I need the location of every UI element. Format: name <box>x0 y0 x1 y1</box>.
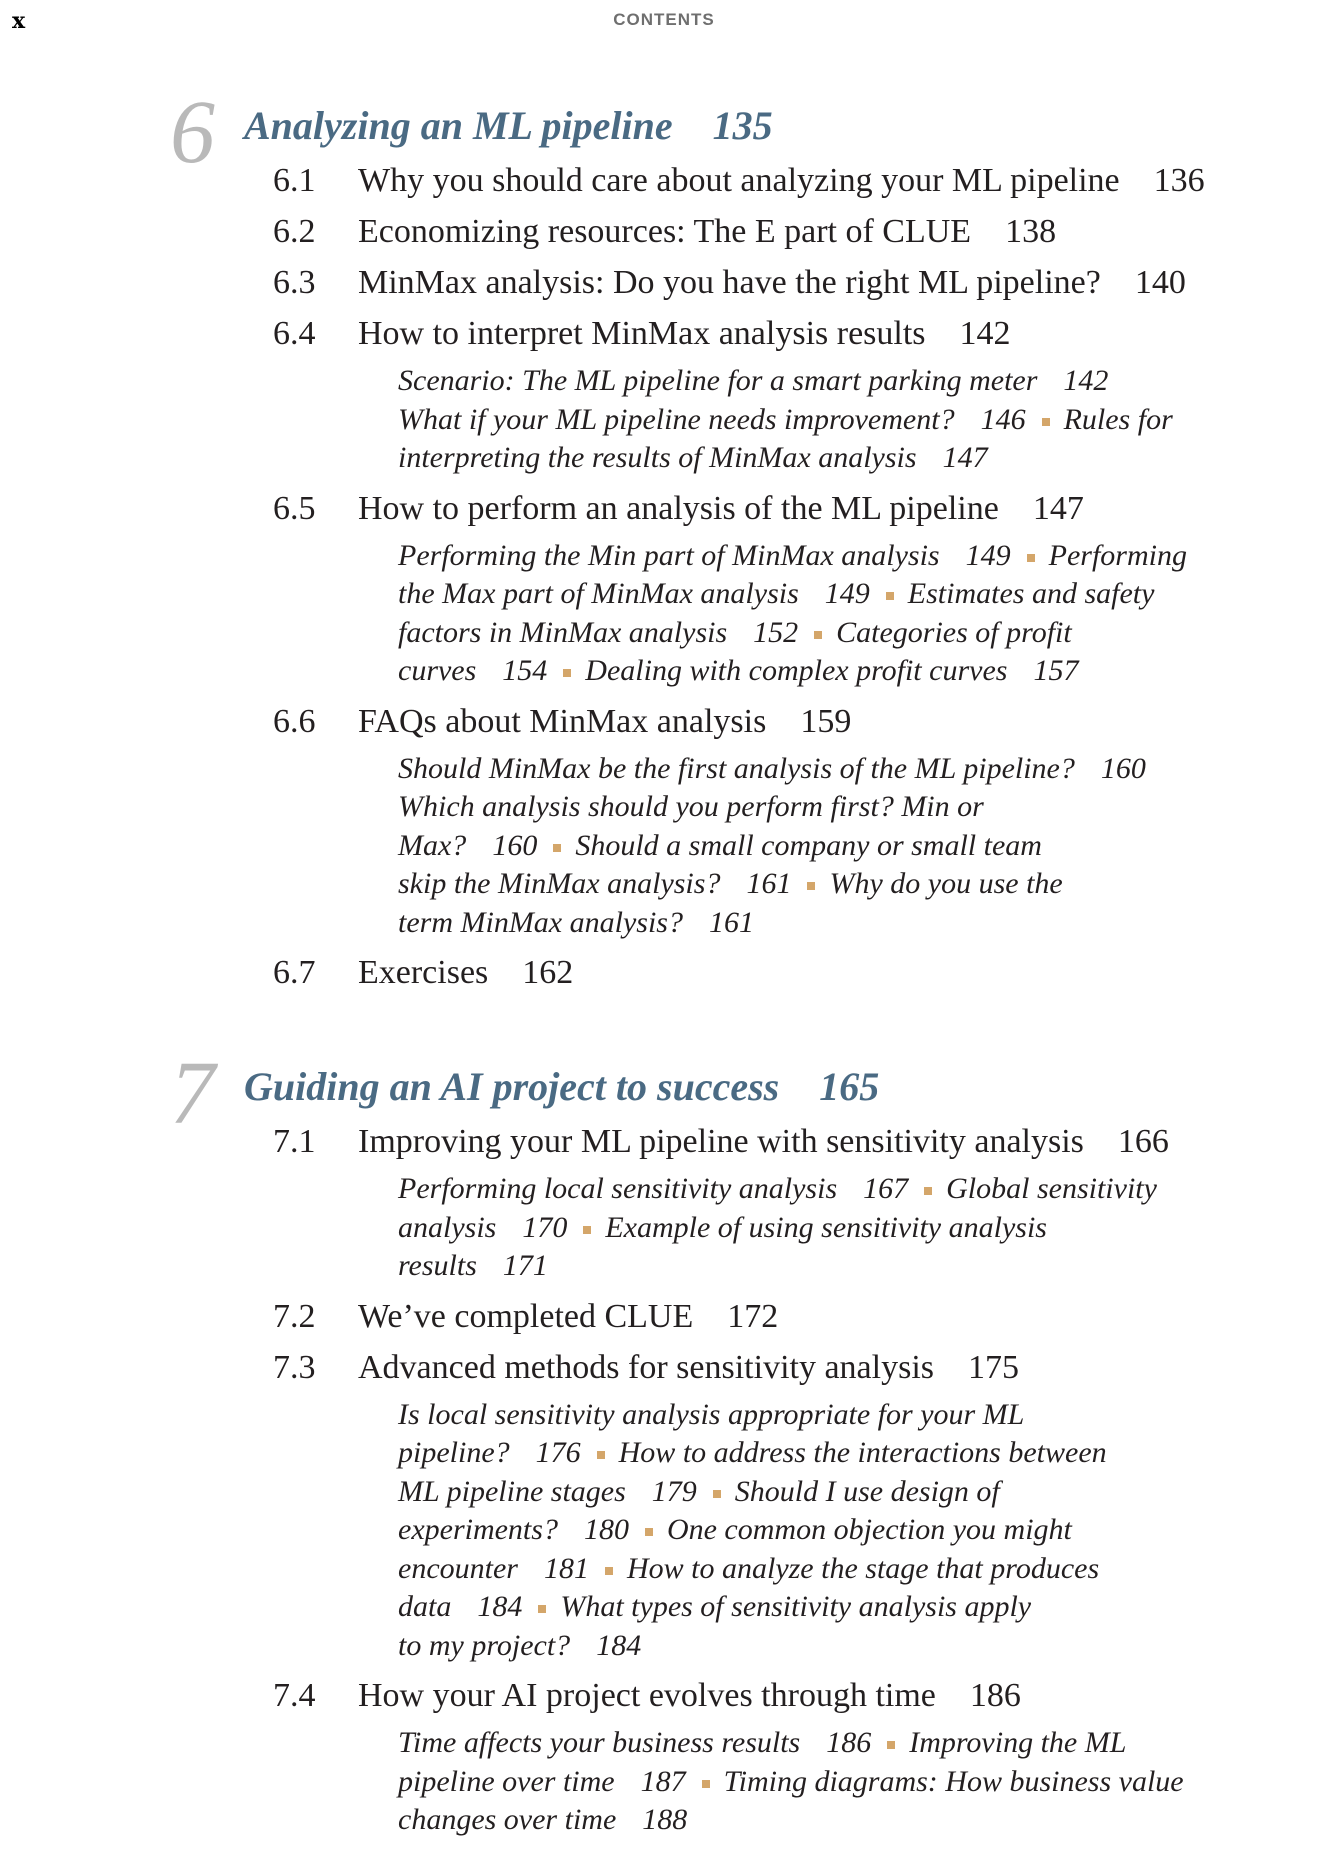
subsection-page-number: 181 <box>543 1551 589 1585</box>
subsection-title[interactable]: Global sensitivity <box>946 1172 1157 1205</box>
section-title-text: FAQs about MinMax analysis <box>358 702 767 740</box>
chapter-title <box>244 102 773 149</box>
subsection-title[interactable]: Performing local sensitivity analysis <box>398 1172 838 1205</box>
subsection-title[interactable]: One common objection you might <box>666 1513 1072 1546</box>
subsection-title[interactable]: Categories of profit <box>836 615 1072 649</box>
subsection-page-number: 147 <box>942 441 988 474</box>
subsection-page-number: 142 <box>1063 364 1109 397</box>
square-bullet-icon <box>563 669 571 677</box>
section-number: 6.7 <box>273 954 316 991</box>
square-bullet-icon <box>887 1741 895 1749</box>
section-title-text: Economizing resources: The E part of CLUE <box>358 213 972 250</box>
section-number: 7.3 <box>273 1348 316 1386</box>
subsection-line <box>398 614 1258 653</box>
subsection-line <box>398 1434 1258 1473</box>
subsection-page-number: 180 <box>583 1513 629 1546</box>
subsection-page-number: 187 <box>640 1764 686 1798</box>
section-entry[interactable] <box>0 1119 1328 1170</box>
subsection-title[interactable]: experiments? <box>398 1513 558 1546</box>
section-title-text: Advanced methods for sensitivity analysis <box>358 1348 935 1386</box>
square-bullet-icon <box>702 1780 710 1788</box>
subsection-title[interactable]: Performing <box>1048 538 1187 572</box>
subsection-title[interactable]: pipeline? <box>398 1436 510 1469</box>
chapter-block <box>0 1044 1328 1848</box>
section-title-text: How to interpret MinMax analysis results <box>358 315 926 352</box>
subsection-title[interactable]: skip the MinMax analysis? <box>398 867 721 900</box>
subsection-title[interactable]: Rules for <box>1063 402 1173 436</box>
subsection-title[interactable]: Why do you use the <box>829 867 1063 900</box>
subsection-line <box>398 1396 1258 1435</box>
subsection-title[interactable]: data <box>398 1590 452 1623</box>
subsection-page-number: 186 <box>826 1726 872 1759</box>
section-entry[interactable] <box>0 950 1328 1001</box>
subsection-page-number: 146 <box>980 402 1026 436</box>
subsection-title[interactable]: Should a small company or small team <box>575 828 1042 862</box>
section-number: 6.5 <box>273 489 316 527</box>
square-bullet-icon <box>583 1226 591 1234</box>
subsection-title[interactable]: Time affects your business results <box>398 1726 801 1759</box>
section-title <box>358 1349 1019 1387</box>
subsection-page-number: 160 <box>1100 751 1146 785</box>
subsection-title[interactable]: How to analyze the stage that produces <box>626 1551 1100 1585</box>
subsection-page-number: 188 <box>642 1803 688 1836</box>
subsection-title[interactable]: Improving the ML <box>909 1726 1127 1759</box>
subsection-title[interactable]: Should MinMax be the first analysis of the ML pipeline? <box>398 751 1075 785</box>
subsection-title[interactable]: Performing the Min part of MinMax analysis <box>398 538 940 572</box>
square-bullet-icon <box>807 882 815 890</box>
section-title <box>358 954 573 992</box>
subsection-title[interactable]: What if your ML pipeline needs improvement? <box>398 402 955 436</box>
subsection-title[interactable]: encounter <box>398 1551 518 1585</box>
square-bullet-icon <box>605 1567 613 1575</box>
subsection-page-number: 167 <box>863 1172 909 1205</box>
subsection-title[interactable]: Is local sensitivity analysis appropriate for your ML <box>398 1397 1025 1431</box>
subsection-line <box>398 1209 1258 1248</box>
section-title <box>358 490 1084 528</box>
section-number: 6.4 <box>273 315 316 352</box>
square-bullet-icon <box>553 844 561 852</box>
subsection-line <box>398 865 1258 904</box>
section-title <box>358 264 1186 302</box>
chapter-number: 7 <box>170 1044 215 1143</box>
section-page-number: 172 <box>727 1297 779 1335</box>
section-entry[interactable] <box>0 486 1328 537</box>
subsection-page-number: 149 <box>824 577 870 610</box>
section-page-number: 186 <box>969 1677 1021 1714</box>
subsection-title[interactable]: to my project? <box>398 1628 571 1662</box>
subsection-title[interactable]: the Max part of MinMax analysis <box>398 577 799 610</box>
section-entry[interactable] <box>0 260 1328 311</box>
section-entry[interactable] <box>0 1345 1328 1396</box>
square-bullet-icon <box>597 1451 605 1459</box>
square-bullet-icon <box>886 592 894 600</box>
subsection-line <box>398 1627 1258 1666</box>
subsection-list <box>398 1724 1258 1848</box>
square-bullet-icon <box>1042 418 1050 426</box>
section-page-number: 175 <box>968 1348 1020 1386</box>
subsection-title[interactable]: Scenario: The ML pipeline for a smart parking meter <box>398 364 1038 397</box>
section-number: 6.6 <box>273 702 316 740</box>
subsection-line <box>398 439 1258 478</box>
subsection-title[interactable]: results <box>398 1249 477 1282</box>
section-page-number: 162 <box>522 954 574 991</box>
square-bullet-icon <box>538 1605 546 1613</box>
subsection-title[interactable]: interpreting the results of MinMax analysis <box>398 441 917 474</box>
subsection-list <box>398 750 1258 951</box>
subsection-title[interactable]: Should I use design of <box>734 1474 1000 1508</box>
subsection-line <box>398 1170 1258 1209</box>
subsection-page-number: 154 <box>502 654 548 687</box>
section-entry[interactable] <box>0 158 1328 209</box>
subsection-title[interactable]: changes over time <box>398 1803 617 1836</box>
subsection-line <box>398 401 1258 440</box>
subsection-page-number: 161 <box>746 867 792 900</box>
section-number: 6.2 <box>273 213 316 250</box>
subsection-page-number: 176 <box>535 1436 581 1469</box>
section-entry[interactable] <box>0 209 1328 260</box>
subsection-title[interactable]: What types of sensitivity analysis apply <box>560 1590 1032 1623</box>
subsection-page-number: 157 <box>1033 654 1079 687</box>
section-page-number: 147 <box>1032 489 1084 527</box>
subsection-line <box>398 537 1258 576</box>
subsection-line <box>398 750 1258 789</box>
subsection-line <box>398 1550 1258 1589</box>
section-page-number: 142 <box>959 315 1011 352</box>
section-number: 7.1 <box>273 1123 316 1160</box>
subsection-line <box>398 1588 1258 1627</box>
subsection-page-number: 149 <box>965 538 1011 572</box>
section-page-number: 166 <box>1117 1123 1169 1160</box>
section-entry[interactable] <box>0 1294 1328 1345</box>
section-entry[interactable] <box>0 699 1328 750</box>
subsection-title[interactable]: Timing diagrams: How business value <box>723 1764 1184 1798</box>
subsection-title[interactable]: Max? <box>398 828 467 862</box>
subsection-line <box>398 904 1258 943</box>
section-title <box>358 162 1205 200</box>
section-title-text: Exercises <box>358 954 489 991</box>
subsection-title[interactable]: Dealing with complex profit curves <box>585 654 1008 687</box>
square-bullet-icon <box>713 1490 721 1498</box>
subsection-line <box>398 652 1258 691</box>
chapter-number: 6 <box>170 83 215 182</box>
section-number: 6.1 <box>273 162 316 199</box>
subsection-title[interactable]: analysis <box>398 1210 497 1244</box>
section-number: 7.2 <box>273 1297 316 1335</box>
subsection-title[interactable]: Which analysis should you perform first? Min or <box>398 790 984 823</box>
section-title-text: MinMax analysis: Do you have the right ML pipeline? <box>358 264 1101 301</box>
subsection-line <box>398 788 1258 827</box>
chapter-page-number: 165 <box>819 1064 880 1109</box>
subsection-title[interactable]: How to address the interactions between <box>618 1436 1107 1469</box>
section-title-text: How to perform an analysis of the ML pipeline <box>358 489 999 527</box>
subsection-line <box>398 1801 1258 1840</box>
square-bullet-icon <box>924 1187 932 1195</box>
section-number: 6.3 <box>273 264 316 301</box>
subsection-page-number: 160 <box>492 828 538 862</box>
subsection-line <box>398 575 1258 614</box>
subsection-list <box>398 1396 1258 1674</box>
subsection-page-number: 179 <box>651 1474 697 1508</box>
chapter-title-text: Guiding an AI project to success <box>244 1064 780 1109</box>
square-bullet-icon <box>814 631 822 639</box>
chapter-block <box>0 83 1328 1001</box>
subsection-title[interactable]: ML pipeline stages <box>398 1474 626 1508</box>
subsection-page-number: 184 <box>596 1628 642 1662</box>
subsection-page-number: 152 <box>753 615 799 649</box>
section-title <box>358 1123 1169 1161</box>
subsection-line <box>398 1473 1258 1512</box>
section-page-number: 138 <box>1005 213 1057 250</box>
corner-mark: x <box>12 8 26 34</box>
section-number: 7.4 <box>273 1677 316 1714</box>
chapter-page-number: 135 <box>712 103 773 148</box>
chapter-title-text: Analyzing an ML pipeline <box>244 103 673 148</box>
subsection-list <box>398 1170 1258 1294</box>
section-page-number: 136 <box>1153 162 1205 199</box>
section-title <box>358 315 1011 353</box>
running-header: CONTENTS <box>613 10 715 29</box>
section-title-text: Why you should care about analyzing your ML pipeline <box>358 162 1120 199</box>
subsection-line <box>398 1763 1258 1802</box>
subsection-list <box>398 362 1258 486</box>
section-page-number: 159 <box>800 702 852 740</box>
section-title <box>358 1298 778 1336</box>
section-title <box>358 703 851 741</box>
subsection-page-number: 184 <box>477 1590 523 1623</box>
subsection-line <box>398 1511 1258 1550</box>
chapter-title <box>244 1063 879 1110</box>
square-bullet-icon <box>1027 554 1035 562</box>
section-title-text: We’ve completed CLUE <box>358 1297 694 1335</box>
section-title-text: How your AI project evolves through time <box>358 1677 936 1714</box>
section-entry[interactable] <box>0 1673 1328 1724</box>
square-bullet-icon <box>645 1528 653 1536</box>
subsection-line <box>398 1724 1258 1763</box>
section-page-number: 140 <box>1134 264 1186 301</box>
section-title <box>358 1677 1021 1715</box>
subsection-page-number: 161 <box>708 905 754 939</box>
subsection-line <box>398 362 1258 401</box>
subsection-title[interactable]: pipeline over time <box>398 1764 615 1798</box>
subsection-title[interactable]: term MinMax analysis? <box>398 905 683 939</box>
section-entry[interactable] <box>0 311 1328 362</box>
subsection-title[interactable]: curves <box>398 654 477 687</box>
section-title-text: Improving your ML pipeline with sensitivity analysis <box>358 1123 1084 1160</box>
subsection-title[interactable]: Example of using sensitivity analysis <box>605 1210 1047 1244</box>
subsection-title[interactable]: factors in MinMax analysis <box>398 615 728 649</box>
subsection-page-number: 171 <box>502 1249 548 1282</box>
subsection-line <box>398 827 1258 866</box>
subsection-title[interactable]: Estimates and safety <box>907 577 1155 610</box>
section-title <box>358 213 1056 251</box>
subsection-list <box>398 537 1258 699</box>
subsection-page-number: 170 <box>522 1210 568 1244</box>
subsection-line <box>398 1247 1258 1286</box>
